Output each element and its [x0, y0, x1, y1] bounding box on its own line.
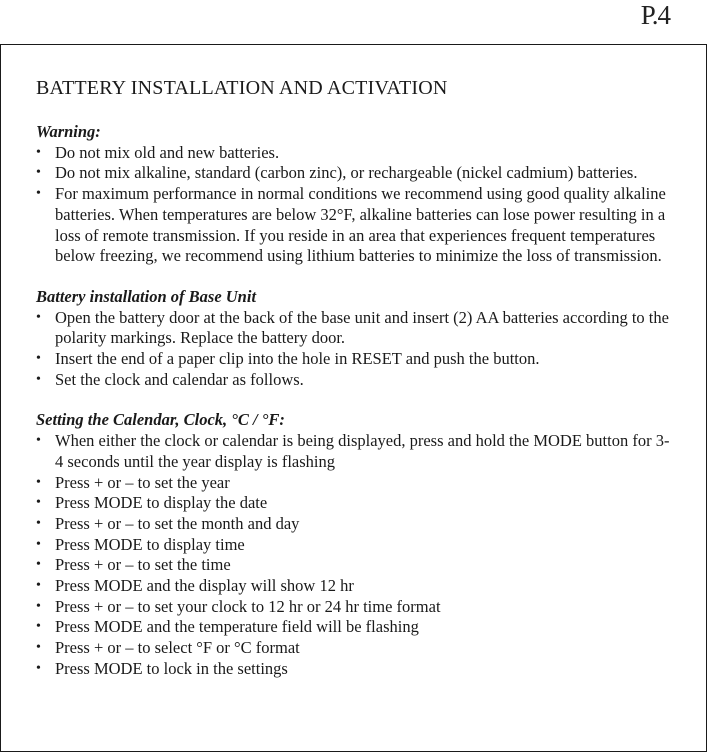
bullet-icon: • — [36, 186, 41, 202]
list-item: • Press + or – to set the time — [36, 555, 231, 575]
bullet-icon: • — [36, 144, 41, 160]
list-item: • Do not mix alkaline, standard (carbon zinc), or rechargeable (nickel cadmium) batteries. — [36, 163, 638, 183]
list-item: • Press + or – to set your clock to 12 hr or 24 hr time format — [36, 596, 441, 616]
settings-list — [36, 431, 676, 679]
bullet-icon: • — [36, 557, 41, 573]
list-item: • Set the clock and calendar as follows. — [36, 369, 304, 389]
list-item: • Open the battery door at the back of the base unit and insert (2) AA batteries according to the polarity markings. Replace the battery door. — [36, 307, 669, 348]
page-number: P.4 — [640, 0, 670, 30]
bullet-icon: • — [36, 495, 41, 511]
list-item: • Press MODE and the display will show 12 hr — [36, 576, 354, 596]
bullet-icon: • — [36, 515, 41, 531]
list-item: • Insert the end of a paper clip into the hole in RESET and push the button. — [36, 349, 540, 369]
list-item: • When either the clock or calendar is being displayed, press and hold the MODE button for 3-4 seconds until the year display is flashing — [36, 431, 670, 471]
section-heading-setting-calendar-clock: Setting the Calendar, Clock, °C / °F: — [36, 410, 285, 430]
document-title: BATTERY INSTALLATION AND ACTIVATION — [36, 77, 448, 99]
bullet-icon: • — [36, 619, 41, 635]
list-item: • Press MODE to display time — [36, 534, 245, 554]
bullet-icon: • — [36, 578, 41, 594]
list-item: • For maximum performance in normal conditions we recommend using good quality alkaline batteries. When temperatures are below 32°F, alkaline batteries can lose power resulting in a loss of remote transmission. If you reside in an area that experiences frequent temperatures below freezing, we recommend using lithium batteries to minimize the loss of transmission. — [36, 184, 666, 266]
bullet-icon: • — [36, 433, 41, 449]
section-heading-battery-installation: Battery installation of Base Unit — [36, 286, 257, 306]
bullet-icon: • — [36, 598, 41, 614]
bullet-icon: • — [36, 474, 41, 490]
list-item: • Press + or – to set the year — [36, 472, 230, 492]
bullet-icon: • — [36, 165, 41, 181]
bullet-icon: • — [36, 371, 41, 387]
installation-list — [36, 308, 676, 391]
section-heading-warning: Warning: — [36, 122, 101, 141]
warning-list — [36, 143, 676, 267]
section-setting-calendar-clock — [36, 410, 676, 679]
bullet-icon: • — [36, 351, 41, 367]
list-item: • Press MODE and the temperature field will be flashing — [36, 617, 419, 637]
section-warning — [36, 122, 676, 267]
list-item: • Press MODE to display the date — [36, 493, 268, 513]
bullet-icon: • — [36, 309, 41, 325]
document-body — [36, 74, 676, 680]
list-item: • Press + or – to select °F or °C format — [36, 638, 300, 658]
bullet-icon: • — [36, 660, 41, 676]
bullet-icon: • — [36, 536, 41, 552]
list-item: • Press + or – to set the month and day — [36, 513, 300, 533]
bullet-icon: • — [36, 640, 41, 656]
section-battery-installation — [36, 287, 676, 391]
list-item: • Do not mix old and new batteries. — [36, 142, 280, 162]
list-item: • Press MODE to lock in the settings — [36, 658, 288, 678]
